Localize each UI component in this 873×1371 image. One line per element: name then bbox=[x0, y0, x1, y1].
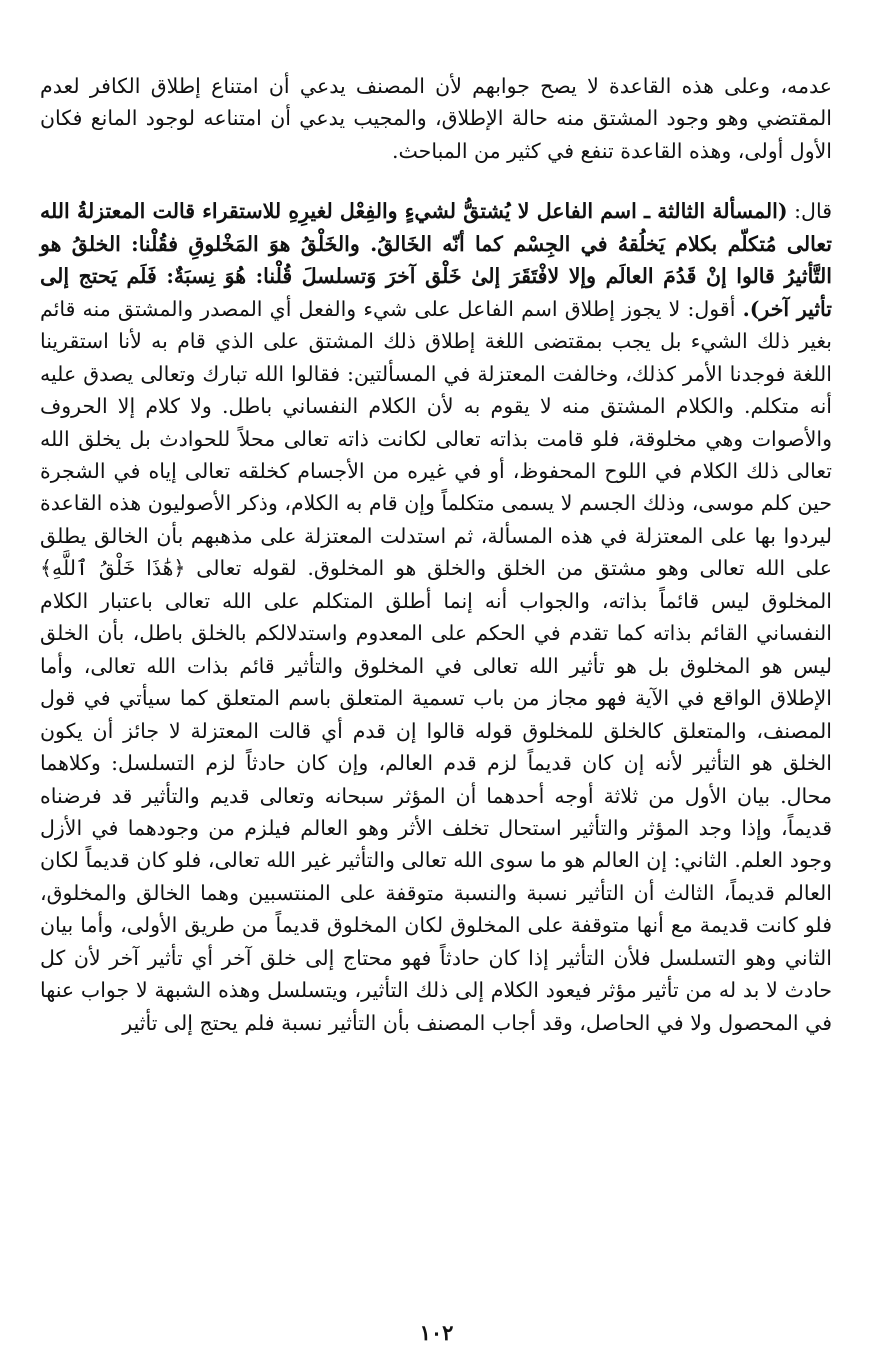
quoted-matn-text: (المسألة الثالثة ـ اسم الفاعل لا يُشتقُّ لشيءٍ والفِعْل لغيرِهِ للاستقراء قالت المعتزلةُ الله تعالى مُتكلّم بكلام يَخلُقهُ في الجِسْم كما أنّه الخَالقُ. والخَلْقُ هوَ المَخْلوقِ فقُلْنا: الخلقُ هو التَّأثيرُ قالوا إنْ قَدُمَ العالَم وإلا لافْتَقَرَ إلىٰ خَلْق آخرَ وَتسلسلَ قُلْنا: هُوَ نِسبَةٌ: فَلَم يَحتج إلى تأثير آخر). bbox=[40, 199, 833, 321]
quran-verse: ﴿هَٰذَا خَلْقُ ٱللَّهِ﴾ bbox=[40, 556, 186, 581]
commentary-text-part-2: المخلوق ليس قائماً بذاته، والجواب أنه إنما أطلق المتكلم على الله تعالى باعتبار الكلام النفساني القائم بذاته كما تقدم في الحكم على المعدوم واستدلالكم بالخلق باطل، بأن الخلق ليس هو المخلوق بل هو تأثير الله تعالى في المخلوق والتأثير قائم بذات الله تعالى، وأما الإطلاق الواقع في الآية فهو مجاز من باب تسمية المتعلق باسم المتعلق كما سيأتي في قول المصنف، والمتعلق كالخلق للمخلوق قوله قالوا إن قدم أي قالت المعتزلة لا جائز أن يكون الخلق هو التأثير لأنه إن كان قديماً لزم قدم العالم، وإن كان حادثاً لزم التسلسل: وكلاهما محال. بيان الأول من ثلاثة أوجه أحدهما أن المؤثر سبحانه وتعالى قديم والتأثير قد فرضناه قديماً، وإذا وجد المؤثر والتأثير استحال تخلف الأثر وهو العالم فيلزم من وجودهما في الأزل وجود العلم. الثاني: إن العالم هو ما سوى الله تعالى والتأثير غير الله تعالى، فلو كان قديماً لكان العالم قديماً، الثالث أن التأثير نسبة والنسبة متوقفة على المنتسبين وهما الخالق والمخلوق، فلو كانت قديمة مع أنها متوقفة على المخلوق لكان المخلوق قديماً من طريق الأولى، وأما بيان الثاني وهو التسلسل فلأن التأثير إذا كان حادثاً فهو محتاج إلى خلق آخر أي تأثير آخر لأن كل حادث لا بد له من تأثير مؤثر فيعود الكلام إلى ذلك التأثير، ويتسلسل وهذه الشبهة لا جواب عنها في المحصول ولا في الحاصل، وقد أجاب المصنف بأن التأثير نسبة فلم يحتج إلى تأثير bbox=[40, 588, 832, 1035]
page-text-block bbox=[40, 70, 832, 1039]
said-label: قال: bbox=[787, 199, 832, 224]
page-number: ١٠٢ bbox=[419, 1320, 454, 1345]
paragraph-1: عدمه، وعلى هذه القاعدة لا يصح جوابهم لأن المصنف يدعي أن امتناع إطلاق الكافر لعدم المقتضي وهو وجود المشتق منه حالة الإطلاق، والمجيب يدعي أن امتناعه لوجود المانع فكان الأول أولى، وهذه القاعدة تنفع في كثير من المباحث. bbox=[40, 74, 832, 163]
paragraph-2 bbox=[40, 195, 832, 1039]
commentary-text-part-1: أقول: لا يجوز إطلاق اسم الفاعل على شيء والفعل أي المصدر والمشتق منه قائم بغير ذلك الشيء بل يجب بمقتضى اللغة إطلاق ذلك المشتق على الذي قام به لأنا استقرينا اللغة فوجدنا الأمر كذلك، وخالفت المعتزلة في المسألتين: فقالوا الله تبارك وتعالى يصدق عليه أنه متكلم. والكلام المشتق منه لا يقوم به لأن الكلام النفساني باطل. ولا كلام إلا الحروف والأصوات وهي مخلوقة، فلو قامت بذاته تعالى لكانت ذاته تعالى محلاً للحوادث بل يخلق الله تعالى ذلك الكلام في اللوح المحفوظ، أو في غيره من الأجسام كخلقه تعالى إياه في الشجرة حين كلم موسى، وذلك الجسم لا يسمى متكلماً وإن قام به الكلام، وذكر الأصوليون هذه القاعدة ليردوا بها على المعتزلة في هذه المسألة، ثم استدلت المعتزلة على مذهبهم بأن الخالق يطلق على الله تعالى وهو مشتق من الخلق والخلق هو المخلوق. لقوله تعالى bbox=[40, 296, 832, 581]
